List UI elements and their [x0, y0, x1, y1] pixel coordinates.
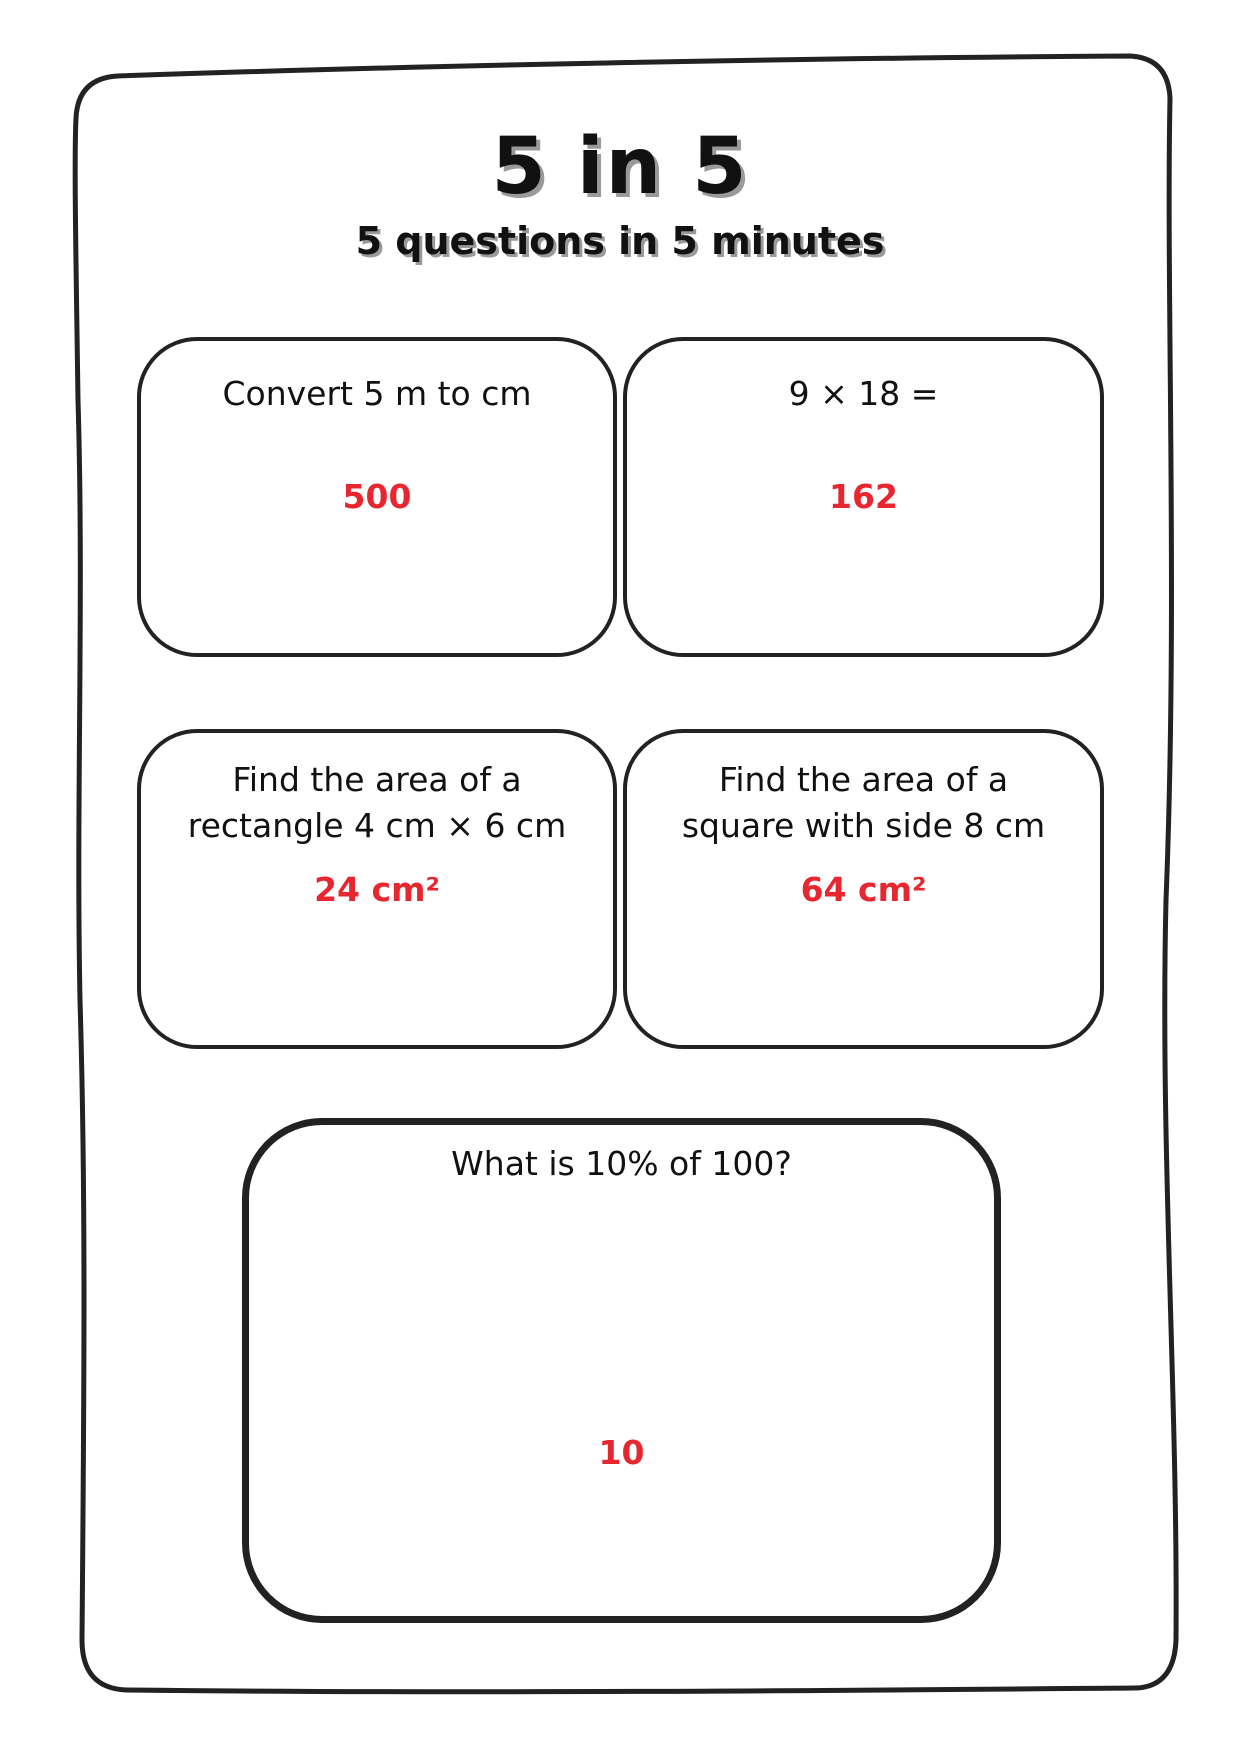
question-card-1 [137, 337, 617, 657]
question-card-3 [137, 729, 617, 1049]
question-text: Find the area of a square with side 8 cm [681, 760, 1046, 845]
answer-text: 10 [598, 1433, 645, 1472]
question-text: What is 10% of 100? [451, 1144, 792, 1183]
question-text: Find the area of a rectangle 4 cm × 6 cm [187, 760, 567, 845]
page-title: 5 in 5 [491, 122, 749, 212]
answer-text: 24 cm² [314, 870, 440, 909]
question-card-5 [242, 1118, 1001, 1623]
answer-text: 162 [829, 477, 898, 516]
question-card-4 [623, 729, 1104, 1049]
page-subtitle: 5 questions in 5 minutes [355, 219, 885, 263]
question-card-2 [623, 337, 1104, 657]
answer-text: 500 [342, 477, 412, 516]
answer-text: 64 cm² [800, 870, 927, 909]
question-text: 9 × 18 = [788, 374, 939, 413]
question-text: Convert 5 m to cm [222, 374, 532, 413]
